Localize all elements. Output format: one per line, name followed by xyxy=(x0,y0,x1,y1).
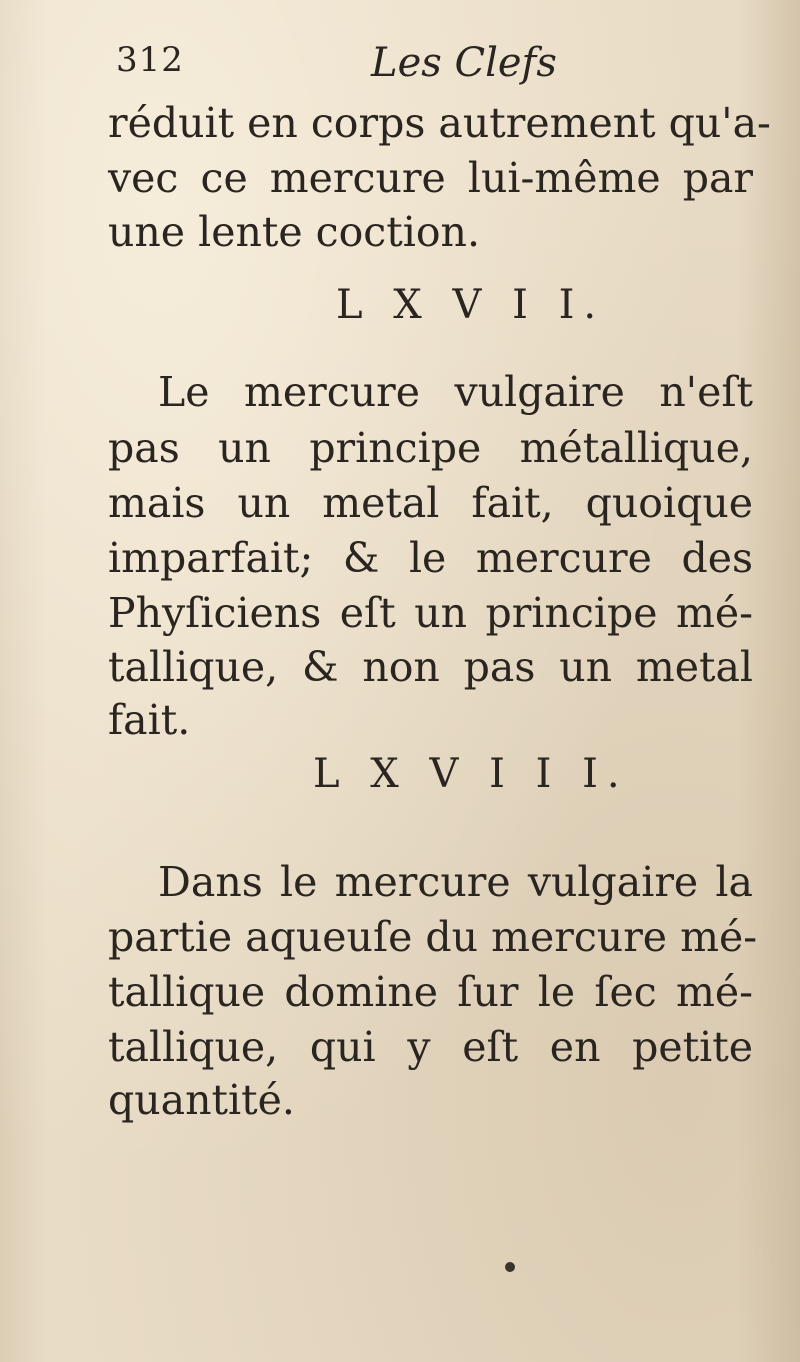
text-line: tallique domine ſur le ſec mé- xyxy=(108,968,753,1016)
page-number: 312 xyxy=(116,40,184,80)
text-line: pas un principe métallique, xyxy=(108,424,753,472)
running-title: Les Clefs xyxy=(371,40,557,86)
text-line: tallique, & non pas un metal xyxy=(108,643,753,691)
text-line: fait. xyxy=(108,696,191,744)
text-line: vec ce mercure lui-même par xyxy=(108,154,753,202)
ink-dot xyxy=(505,1262,515,1272)
text-line: tallique, qui y eſt en petite xyxy=(108,1023,753,1071)
section-heading: L X V I I. xyxy=(336,282,606,328)
text-line: imparfait; & le mercure des xyxy=(108,534,753,582)
text-line: partie aqueuſe du mercure mé- xyxy=(108,913,758,961)
text-line: quantité. xyxy=(108,1076,295,1124)
text-line: mais un metal fait, quoique xyxy=(108,479,753,527)
text-line: une lente coction. xyxy=(108,208,480,256)
text-line: Le mercure vulgaire n'eſt xyxy=(158,368,753,416)
text-line: Phyſiciens eſt un principe mé- xyxy=(108,589,753,637)
text-line: réduit en corps autrement qu'a- xyxy=(108,99,771,147)
page-header xyxy=(116,40,586,90)
text-line: Dans le mercure vulgaire la xyxy=(158,858,753,906)
section-heading: L X V I I I. xyxy=(313,751,629,797)
